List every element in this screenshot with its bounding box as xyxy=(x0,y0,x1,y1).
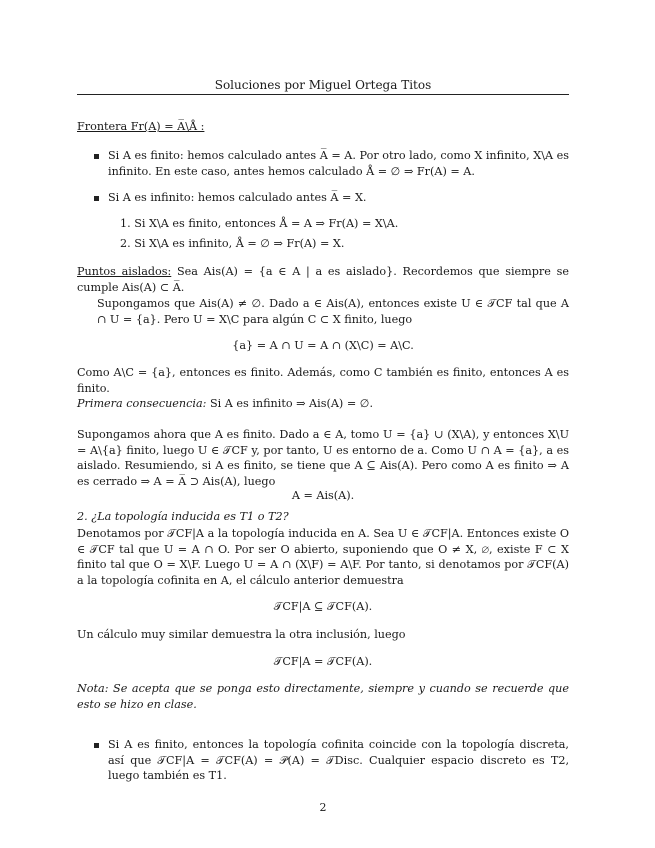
paragraph-ais-nonempty: Supongamos que Ais(A) ≠ ∅. Dado a ∈ Ais(A), entonces existe U ∈ 𝒯CF tal que A ∩ U = {a}. Pero U = X\C para algún C ⊂ X finito, luego xyxy=(97,297,569,326)
subitem-2: 2. Si X\A es infinito, Å = ∅ ⇒ Fr(A) = X. xyxy=(120,237,345,250)
list-item-discreta: Si A es finito, entonces la topología cofinita coincide con la topología discreta, así que 𝒯CF|A = 𝒯CF(A) = 𝒫(A) = 𝒯Disc. Cualquier espacio discreto es T2, luego también es T1. xyxy=(108,738,569,782)
paragraph-otra-inclusion: Un cálculo muy similar demuestra la otra inclusión, luego xyxy=(77,628,406,641)
page-number: 2 xyxy=(319,801,327,814)
bullet-2 xyxy=(94,196,99,201)
equation-4: 𝒯CF|A = 𝒯CF(A). xyxy=(273,655,373,668)
list-item-finito: Si A es finito: hemos calculado antes A̅ = A. Por otro lado, como X infinito, X\A es infinito. En este caso, antes hemos calculado Å = ∅ ⇒ Fr(A) = A. xyxy=(108,149,569,178)
subitem-1: 1. Si X\A es finito, entonces Å = A ⇒ Fr(A) = X\A. xyxy=(120,217,399,230)
header-rule xyxy=(77,94,569,95)
question-2: 2. ¿La topología inducida es T1 o T2? xyxy=(77,510,289,523)
bullet-3 xyxy=(94,743,99,748)
bullet-1 xyxy=(94,154,99,159)
puntos-aislados-paragraph xyxy=(77,264,569,295)
consecuencia-paragraph xyxy=(77,396,569,412)
equation-1: {a} = A ∩ U = A ∩ (X\C) = A\C. xyxy=(232,339,414,352)
paragraph-finito: Como A\C = {a}, entonces es finito. Además, como C también es finito, entonces A es finito. xyxy=(77,366,569,395)
consecuencia-label: Primera consecuencia: xyxy=(77,397,207,410)
page-header: Soluciones por Miguel Ortega Titos xyxy=(214,78,432,92)
paragraph-topologia-inducida: Denotamos por 𝒯CF|A a la topología inducida en A. Sea U ∈ 𝒯CF|A. Entonces existe O ∈ 𝒯CF tal que U = A ∩ O. Por ser O abierto, suponiendo que O ≠ X, ∅, existe F ⊂ X finito tal que O = X\F. Luego U = A ∩ (X\F) = A\F. Por tanto, si denotamos por 𝒯CF(A) a la topología cofinita en A, el cálculo anterior demuestra xyxy=(77,527,569,587)
consecuencia-text: Si A es infinito ⇒ Ais(A) = ∅. xyxy=(206,397,374,410)
puntos-aislados-text: Sea Ais(A) = {a ∈ A | a es aislado}. Recordemos que siempre se cumple Ais(A) ⊂ A̅. xyxy=(77,265,569,294)
puntos-aislados-label: Puntos aislados: xyxy=(77,265,172,278)
equation-3: 𝒯CF|A ⊆ 𝒯CF(A). xyxy=(273,600,373,613)
paragraph-a-finito: Supongamos ahora que A es finito. Dado a ∈ A, tomo U = {a} ∪ (X\A), y entonces X\U = A\{a} finito, luego U ∈ 𝒯CF y, por tanto, U es entorno de a. Como U ∩ A = {a}, a es aislado. Resumiendo, si A es finito, se tiene que A ⊆ Ais(A). Pero como A es finito ⇒ A es cerrado ⇒ A = A̅ ⊃ Ais(A), luego xyxy=(77,428,569,488)
equation-2: A = Ais(A). xyxy=(291,489,355,502)
frontera-heading: Frontera Fr(A) = A̅\Å : xyxy=(77,120,205,133)
list-item-infinito: Si A es infinito: hemos calculado antes A̅ = X. xyxy=(108,191,367,204)
nota: Nota: Se acepta que se ponga esto directamente, siempre y cuando se recuerde que esto se hizo en clase. xyxy=(77,682,569,711)
